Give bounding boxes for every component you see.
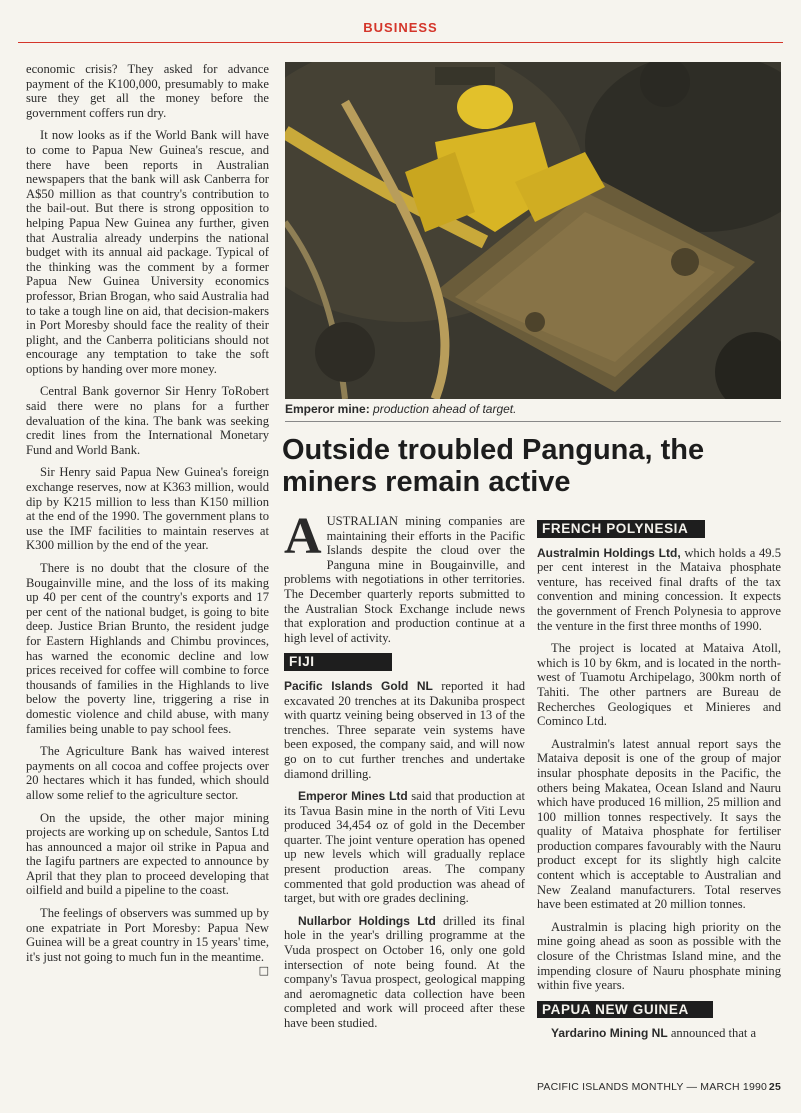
caption-bold: Emperor mine: <box>285 402 370 416</box>
fiji-item-text: drilled its final hole in the year's drilling programme at the Vuda prospect on October 16, only one gold intersection of note being found. At the company's Tavua prospect, geological mapping and aeromagnetic data collection have been completed and work will proceed after these have been studied. <box>284 913 525 1030</box>
page-footer <box>537 1081 781 1093</box>
fiji-item-text: reported it had excavated 20 trenches at its Dakuniba prospect with quartz veining being observed in 13 of the trenches. Three separate vein systems have been exposed, the company said, and will now go on to cut further trenches and undertake diamond drilling. <box>284 678 525 781</box>
lead-paragraph <box>284 514 525 645</box>
lead-text: USTRALIAN mining companies are maintaining their efforts in the Pacific Islands despite the cloud over the Panguna mine in Bougainville, and problems with negotiations in other territories. The December quarterly reports submitted to the Australian Stock Exchange include news that exploration and production continue at a high level of activity. <box>284 514 525 645</box>
article-headline: Outside troubled Panguna, the miners remain active <box>282 434 705 498</box>
company-name: Australmin Holdings Ltd, <box>537 545 681 560</box>
png-paragraph <box>537 1026 781 1041</box>
left-paragraph: The Agriculture Bank has waived interest payments on all cocoa and coffee projects over 20 hectares which it has funded, which should allow some relief to the agriculture sector. <box>26 744 269 802</box>
left-paragraph: Sir Henry said Papua New Guinea's foreign exchange reserves, now at K363 million, would dip by K215 million to less than K150 million at the end of the 1990. The government plans to use the IMF facilities to maintain reserves at K300 million by the end of the year. <box>26 465 269 553</box>
left-column <box>26 62 269 1080</box>
left-paragraph-text: The feelings of observers was summed up by one expatriate in Port Moresby: Papua New Guinea will be a great country in 15 years' time, it's just not going to much fun in the meantime. <box>26 906 269 964</box>
left-paragraph: It now looks as if the World Bank will have to come to Papua New Guinea's rescue, and there have been reports in Australian newspapers that the bank will ask Canberra for A$50 million as that country's contribution to the bail-out. But there is strong opposition to helping Papua New Guinea any further, given that Australia already underpins the national budget with its annual aid package. Typical of the thinking was the comment by a former Papua New Guinea University economics professor, Brian Brogan, who said Australia had to take a tough line on aid, that decision-makers in Port Moresby should face the reality of their plight, and the Canberra politicians should not encourage any temptation to take the soft options by handing over more money. <box>26 128 269 376</box>
photo-caption <box>285 402 781 416</box>
fp-paragraph: Australmin's latest annual report says the Mataiva deposit is one of the group of major insular phosphate deposits in the Pacific, the others being Makatea, Ocean Island and Nauru which have produced 16 million, 25 million and 100 million tonnes respectively. It says the quality of Mataiva phosphate for fertiliser production compares favourably with the Nauru product except for its slightly high calcite content which is acceptable to Australian and New Zealand manufacturers. Total reserves have been estimated at 20 million tonnes. <box>537 736 781 912</box>
fp-first-text: which holds a 49.5 per cent interest in the Mataiva phosphate venture, has received final drafts of the tax convention and mining concession. It expects the government of French Polynesia to approve the venture in the first three months of 1990. <box>537 545 781 633</box>
company-name: Nullarbor Holdings Ltd <box>298 913 436 928</box>
middle-column <box>284 514 525 1074</box>
left-paragraph: There is no doubt that the closure of the Bougainville mine, and the loss of its making up 40 per cent of the country's exports and 17 per cent of the national budget, is going to bite deep. Justice Brian Brunto, the resident judge for Eastern Highlands and Chimbu provinces, has warned the economic decline and low prices received for coffee will combine to force thousands of families in the Highlands to live below the poverty line, triggering a rise in domestic violence and child abuse, with many families being unable to pay school fees. <box>26 561 269 736</box>
company-name: Pacific Islands Gold NL <box>284 678 433 693</box>
left-paragraph: economic crisis? They asked for advance payment of the K100,000, presumably to make sure they get all the money before the government coffers run dry. <box>26 62 269 120</box>
fiji-item <box>284 679 525 781</box>
left-paragraph: On the upside, the other major mining projects are working up on schedule, Santos Ltd has announced a major oil strike in Papua and the Iagifu partners are expected to announce by April that they plan to proceed developing that oilfield and build a pipeline to the coast. <box>26 810 269 898</box>
fp-paragraph: The project is located at Mataiva Atoll, which is 10 by 6km, and is located in the north-west of Tuamotu Archipelago, 300km north of Tahiti. The other partners are Bureau de Recherches Geologiques et Minieres and Cominco Ltd. <box>537 641 781 729</box>
mine-photo <box>285 62 781 399</box>
publication-line: PACIFIC ISLANDS MONTHLY — MARCH 1990 <box>537 1081 768 1093</box>
fiji-item <box>284 914 525 1031</box>
company-name: Emperor Mines Ltd <box>298 789 408 804</box>
header-rule <box>18 42 783 43</box>
region-label-french-polynesia: FRENCH POLYNESIA <box>537 520 705 538</box>
region-label-fiji: FIJI <box>284 653 392 671</box>
mine-photo-illustration <box>285 62 781 399</box>
fiji-item <box>284 789 525 906</box>
left-paragraph-last <box>26 906 269 978</box>
left-paragraph: Central Bank governor Sir Henry ToRobert said there were no plans for a further devaluation of the kina. The bank was seeking credit lines from the International Monetary Fund and World Bank. <box>26 384 269 457</box>
fiji-item-text: said that production at its Tavua Basin mine in the north of Viti Levu produced 34,454 oz of gold in the December quarter. The joint venture operation has opened up new levels which will gradually replace present production areas. The company commented that gold production was ahead of target, but with ore grades declining. <box>284 789 525 906</box>
caption-rule <box>285 421 781 422</box>
page-number: 25 <box>768 1081 781 1093</box>
right-column <box>537 516 781 1072</box>
caption-italic: production ahead of target. <box>373 402 517 416</box>
fp-paragraph <box>537 546 781 634</box>
fp-paragraph: Australmin is placing high priority on the mine going ahead as soon as possible with the closure of the Christmas Island mine, and the impending closure of Nauru phosphate mining within five years. <box>537 919 781 993</box>
company-name: Yardarino Mining NL <box>551 1026 668 1041</box>
end-mark: □ <box>258 964 269 978</box>
region-label-png: PAPUA NEW GUINEA <box>537 1001 713 1019</box>
drop-cap: A <box>284 514 322 565</box>
png-text: announced that a <box>667 1026 757 1041</box>
section-header: BUSINESS <box>363 20 438 35</box>
